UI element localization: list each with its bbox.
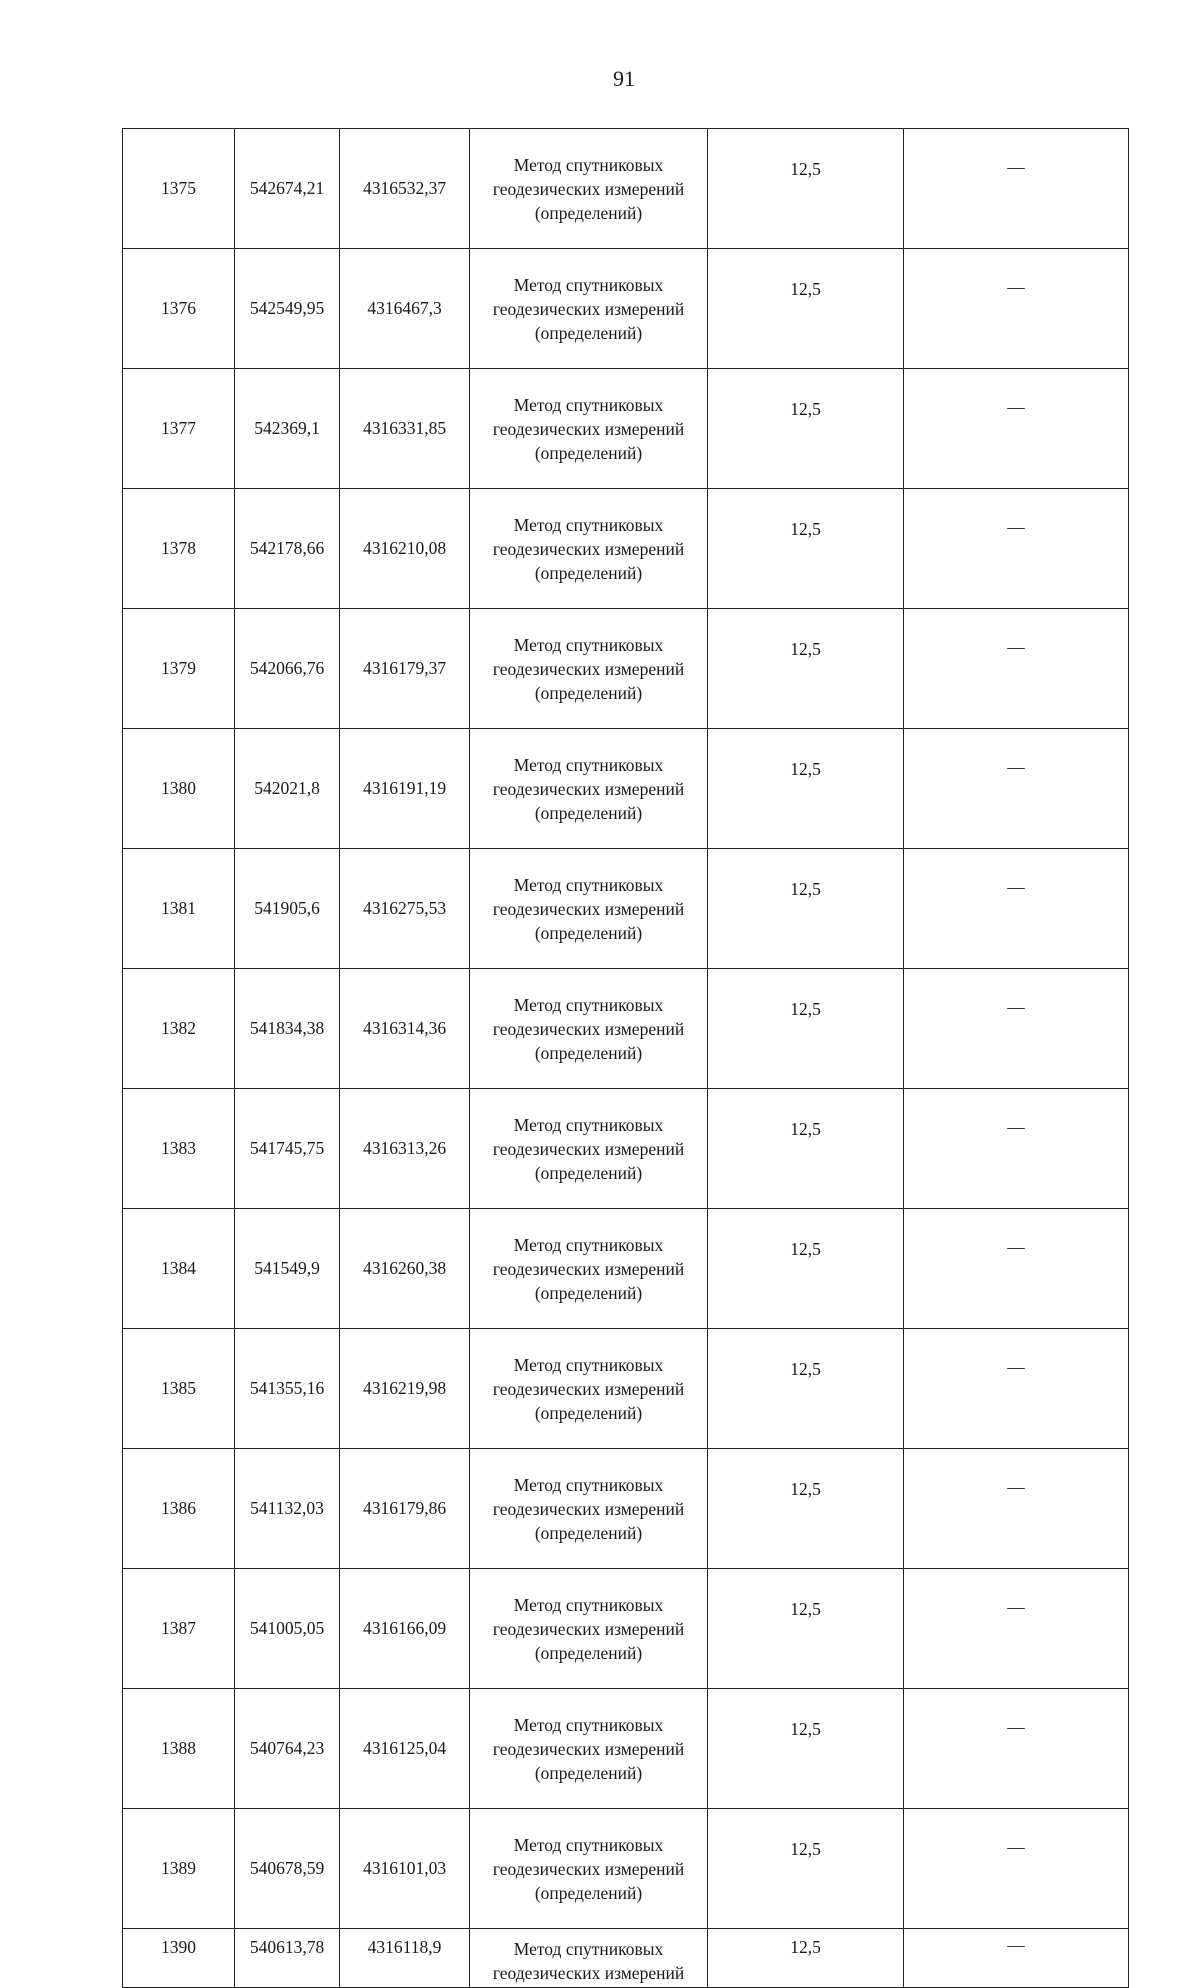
point-number-cell: 1387 [123,1569,235,1689]
method-line: геодезических измерений [492,898,685,919]
x-coordinate-cell: 541355,16 [235,1329,340,1449]
method-line: Метод спутниковых [513,1939,664,1959]
method-line: (определений) [534,322,643,343]
description-cell: — [904,969,1129,1089]
method-line: геодезических измерений [492,1498,685,1519]
method-cell [470,1209,708,1329]
x-coordinate-cell: 542178,66 [235,489,340,609]
method-line: (определений) [534,922,643,943]
method-line: (определений) [534,1282,643,1303]
x-coordinate-cell: 542066,76 [235,609,340,729]
description-cell: — [904,729,1129,849]
accuracy-cell: 12,5 [708,1929,904,1988]
method-line: (определений) [534,1882,643,1903]
x-coordinate-cell: 542021,8 [235,729,340,849]
y-coordinate-cell: 4316275,53 [340,849,470,969]
method-line: геодезических измерений [492,418,685,439]
method-cell [470,609,708,729]
y-coordinate-cell: 4316210,08 [340,489,470,609]
x-coordinate-cell: 541005,05 [235,1569,340,1689]
method-line: геодезических измерений [492,1963,685,1983]
point-number-cell: 1385 [123,1329,235,1449]
y-coordinate-cell: 4316532,37 [340,129,470,249]
description-cell: — [904,849,1129,969]
method-cell [470,1689,708,1809]
point-number-cell: 1377 [123,369,235,489]
method-line: Метод спутниковых [513,154,664,175]
point-number-cell: 1384 [123,1209,235,1329]
accuracy-cell: 12,5 [708,249,904,369]
y-coordinate-cell: 4316219,98 [340,1329,470,1449]
method-cell [470,849,708,969]
method-cell [470,1569,708,1689]
accuracy-cell: 12,5 [708,1329,904,1449]
method-cell [470,1449,708,1569]
table-row [123,129,1129,249]
x-coordinate-cell: 540613,78 [235,1929,340,1988]
table-row [123,1569,1129,1689]
accuracy-cell: 12,5 [708,1689,904,1809]
table-row [123,729,1129,849]
point-number-cell: 1381 [123,849,235,969]
table-row [123,609,1129,729]
method-line: геодезических измерений [492,1138,685,1159]
method-line: (определений) [534,1162,643,1183]
description-cell: — [904,1329,1129,1449]
method-line: Метод спутниковых [513,634,664,655]
y-coordinate-cell: 4316260,38 [340,1209,470,1329]
y-coordinate-cell: 4316191,19 [340,729,470,849]
method-line: геодезических измерений [492,1618,685,1639]
description-cell: — [904,1209,1129,1329]
coordinates-table-body [123,129,1129,1988]
description-cell: — [904,1929,1129,1988]
y-coordinate-cell: 4316101,03 [340,1809,470,1929]
method-line: Метод спутниковых [513,1594,664,1615]
accuracy-cell: 12,5 [708,369,904,489]
description-cell: — [904,249,1129,369]
table-row [123,489,1129,609]
point-number-cell: 1382 [123,969,235,1089]
table-row [123,1809,1129,1929]
x-coordinate-cell: 540764,23 [235,1689,340,1809]
point-number-cell: 1375 [123,129,235,249]
method-line: (определений) [534,1522,643,1543]
y-coordinate-cell: 4316314,36 [340,969,470,1089]
accuracy-cell: 12,5 [708,609,904,729]
description-cell: — [904,609,1129,729]
point-number-cell: 1378 [123,489,235,609]
y-coordinate-cell: 4316166,09 [340,1569,470,1689]
x-coordinate-cell: 540678,59 [235,1809,340,1929]
method-line: Метод спутниковых [513,514,664,535]
y-coordinate-cell: 4316179,37 [340,609,470,729]
method-line: (определений) [534,202,643,223]
x-coordinate-cell: 542549,95 [235,249,340,369]
y-coordinate-cell: 4316313,26 [340,1089,470,1209]
method-line: Метод спутниковых [513,1354,664,1375]
method-line: геодезических измерений [492,1258,685,1279]
method-line: Метод спутниковых [513,1234,664,1255]
method-line: (определений) [534,442,643,463]
point-number-cell: 1388 [123,1689,235,1809]
method-line: геодезических измерений [492,1858,685,1879]
method-line: Метод спутниковых [513,1114,664,1135]
accuracy-cell: 12,5 [708,1809,904,1929]
method-line: Метод спутниковых [513,1714,664,1735]
description-cell: — [904,489,1129,609]
method-cell [470,969,708,1089]
table-row [123,1689,1129,1809]
accuracy-cell: 12,5 [708,1569,904,1689]
method-cell [470,129,708,249]
table-row [123,969,1129,1089]
description-cell: — [904,129,1129,249]
y-coordinate-cell: 4316179,86 [340,1449,470,1569]
method-line: (определений) [534,682,643,703]
method-line: Метод спутниковых [513,274,664,295]
y-coordinate-cell: 4316118,9 [340,1929,470,1988]
table-row [123,1209,1129,1329]
table-row [123,1089,1129,1209]
method-line: (определений) [534,1042,643,1063]
point-number-cell: 1379 [123,609,235,729]
description-cell: — [904,1089,1129,1209]
table-row [123,249,1129,369]
description-cell: — [904,1449,1129,1569]
method-cell [470,369,708,489]
description-cell: — [904,1569,1129,1689]
x-coordinate-cell: 542674,21 [235,129,340,249]
method-line: геодезических измерений [492,298,685,319]
accuracy-cell: 12,5 [708,729,904,849]
method-line: геодезических измерений [492,1378,685,1399]
x-coordinate-cell: 541549,9 [235,1209,340,1329]
method-line: (определений) [534,562,643,583]
point-number-cell: 1383 [123,1089,235,1209]
table-row [123,369,1129,489]
method-line: Метод спутниковых [513,1834,664,1855]
accuracy-cell: 12,5 [708,1209,904,1329]
x-coordinate-cell: 541834,38 [235,969,340,1089]
point-number-cell: 1376 [123,249,235,369]
page-number: 91 [613,66,635,91]
method-line: (определений) [534,1642,643,1663]
method-line: геодезических измерений [492,1738,685,1759]
point-number-cell: 1386 [123,1449,235,1569]
x-coordinate-cell: 542369,1 [235,369,340,489]
table-row [123,1929,1129,1988]
method-cell [470,729,708,849]
accuracy-cell: 12,5 [708,129,904,249]
method-line: Метод спутниковых [513,994,664,1015]
point-number-cell: 1380 [123,729,235,849]
method-cell [470,489,708,609]
method-line: геодезических измерений [492,538,685,559]
point-number-cell: 1390 [123,1929,235,1988]
method-line: Метод спутниковых [513,754,664,775]
table-row [123,849,1129,969]
accuracy-cell: 12,5 [708,489,904,609]
accuracy-cell: 12,5 [708,1449,904,1569]
description-cell: — [904,1689,1129,1809]
method-line: (определений) [534,1402,643,1423]
description-cell: — [904,1809,1129,1929]
method-line: геодезических измерений [492,658,685,679]
coordinates-table [122,128,1129,1988]
method-cell [470,1929,708,1988]
method-cell [470,1809,708,1929]
accuracy-cell: 12,5 [708,849,904,969]
method-cell [470,249,708,369]
method-line: (определений) [534,1762,643,1783]
x-coordinate-cell: 541745,75 [235,1089,340,1209]
method-line: Метод спутниковых [513,394,664,415]
table-row [123,1449,1129,1569]
method-line: Метод спутниковых [513,874,664,895]
table-row [123,1329,1129,1449]
method-line: (определений) [534,802,643,823]
x-coordinate-cell: 541905,6 [235,849,340,969]
accuracy-cell: 12,5 [708,969,904,1089]
x-coordinate-cell: 541132,03 [235,1449,340,1569]
point-number-cell: 1389 [123,1809,235,1929]
y-coordinate-cell: 4316125,04 [340,1689,470,1809]
y-coordinate-cell: 4316467,3 [340,249,470,369]
method-cell [470,1089,708,1209]
method-line: геодезических измерений [492,178,685,199]
method-line: геодезических измерений [492,1018,685,1039]
method-line: Метод спутниковых [513,1474,664,1495]
method-line: геодезических измерений [492,778,685,799]
method-cell [470,1329,708,1449]
accuracy-cell: 12,5 [708,1089,904,1209]
description-cell: — [904,369,1129,489]
y-coordinate-cell: 4316331,85 [340,369,470,489]
